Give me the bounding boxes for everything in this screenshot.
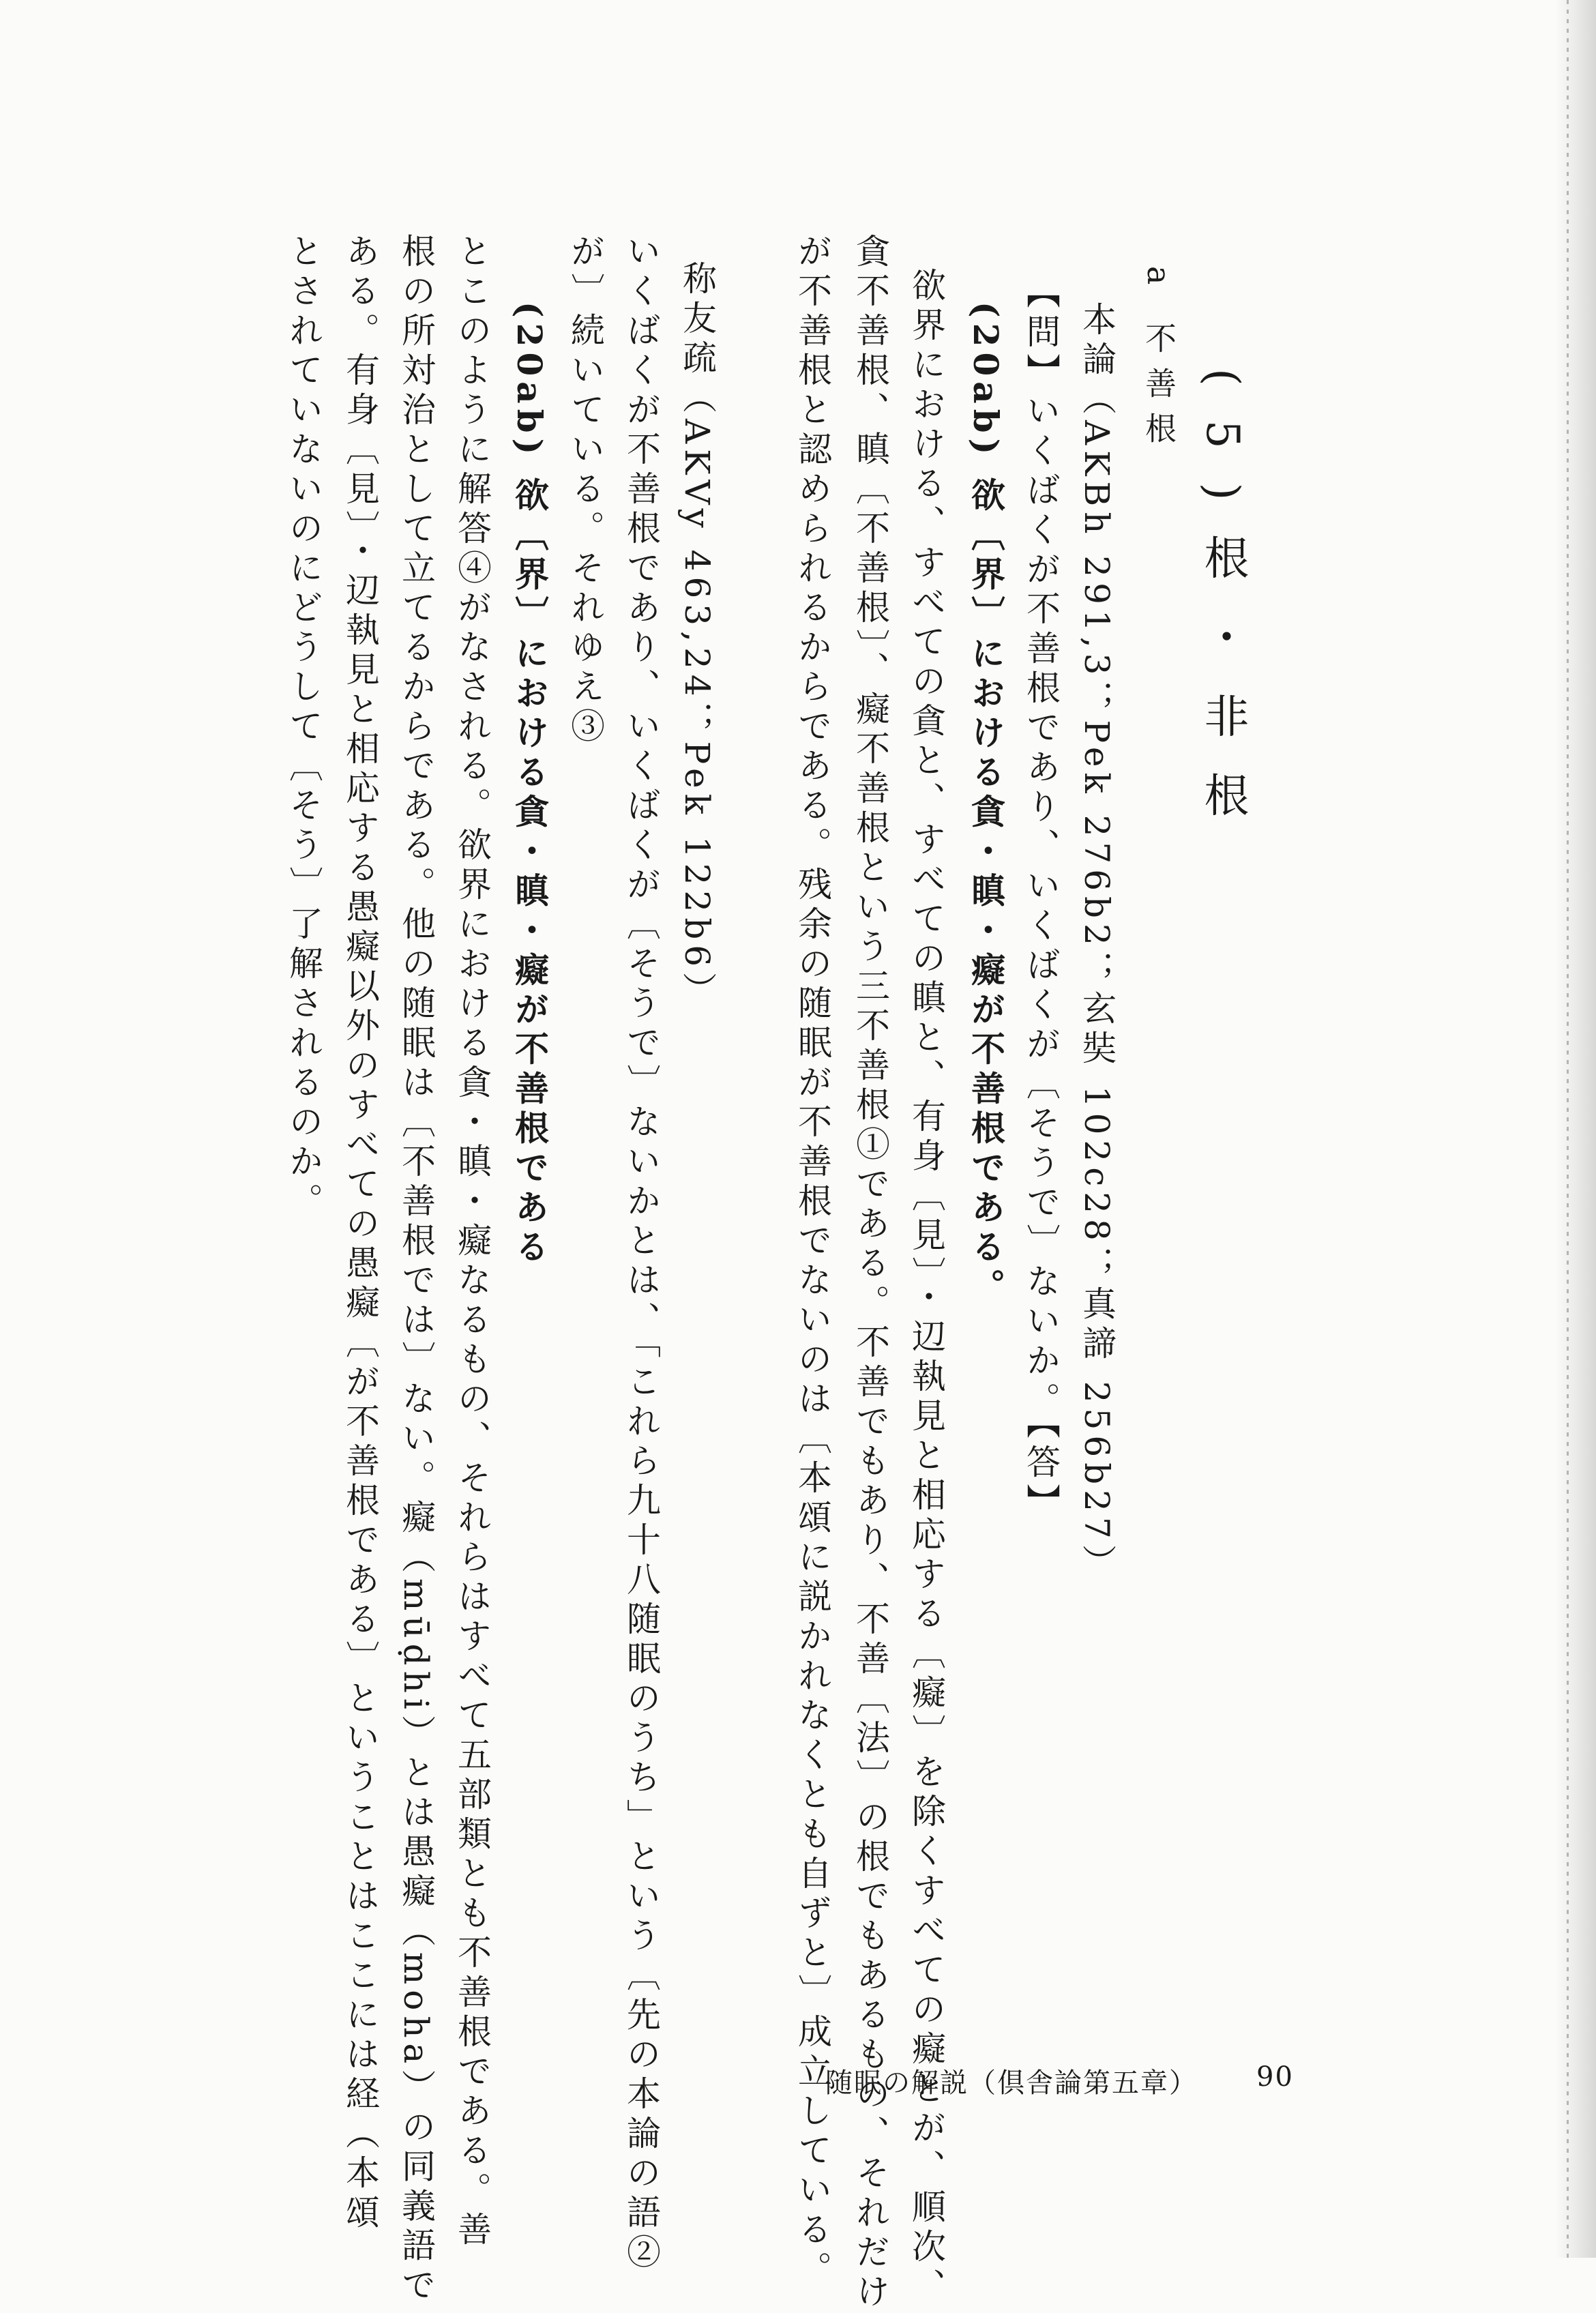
source-citation-root: 本論（AKBh 291,3；Pek 276b2；玄奘 102c28；真諦 256b27） — [1077, 301, 1117, 1584]
body-line: とされていないのにどうして〔そう〕了解されるのか。 — [284, 233, 323, 1222]
verse-20ab: (20ab) 欲〔界〕における貪・瞋・癡が不善根である。 — [966, 301, 1006, 1308]
page-binding-edge — [1567, 0, 1569, 2258]
body-line: いくばくが不善根であり、いくばくが〔そうで〕ないかとは、「これら九十八随眠のうち」という〔先の本論の語② — [621, 233, 661, 2273]
body-line: 貪不善根、瞋〔不善根〕、癡不善根という三不善根①である。不善でもあり、不善〔法〕の根でもあるもの、それだけ — [851, 233, 890, 2313]
section-heading: (5)根・非根 — [1196, 368, 1249, 851]
body-line: とこのように解答④がなされる。欲界における貪・瞋・癡なるもの、それらはすべて五部類とも不善根である。善 — [452, 233, 492, 2251]
page-number: 90 — [1256, 2061, 1294, 2093]
page-edge-shadow — [1555, 0, 1596, 2258]
body-line: 根の所対治として立てるからである。他の随眠は〔不善根では〕ない。癡（mūḍhi）とは愚癡（moha）の同義語で — [396, 233, 436, 2307]
subsection-heading: a 不善根 — [1140, 266, 1177, 458]
question-line: 【問】いくばくが不善根であり、いくばくが〔そうで〕ないか。【答】 — [1021, 274, 1061, 1523]
source-citation-commentary: 称友疏（AKVy 463,24；Pek 122b6） — [677, 261, 717, 1012]
body-line: が〕続いている。それゆえ③ — [565, 233, 605, 748]
body-line: 欲界における、すべての貪と、すべての瞋と、有身〔見〕・辺執見と相応する〔癡〕を除くすべての癡とが、順次、 — [906, 267, 946, 2308]
verse-20ab-quote: (20ab) 欲〔界〕における貪・瞋・癡が不善根である — [509, 301, 550, 1269]
body-line: ある。有身〔見〕・辺執見と相応する愚癡以外のすべての愚癡〔が不善根である〕ということはここには経（本頌 — [340, 233, 380, 2234]
running-title: 随眠の解説（倶舎論第五章） — [825, 2067, 1198, 2099]
body-line: が不善根と認められるからである。残余の随眠が不善根でないのは〔本頌に説かれなくとも自ずと〕成立している。 — [793, 233, 832, 2290]
